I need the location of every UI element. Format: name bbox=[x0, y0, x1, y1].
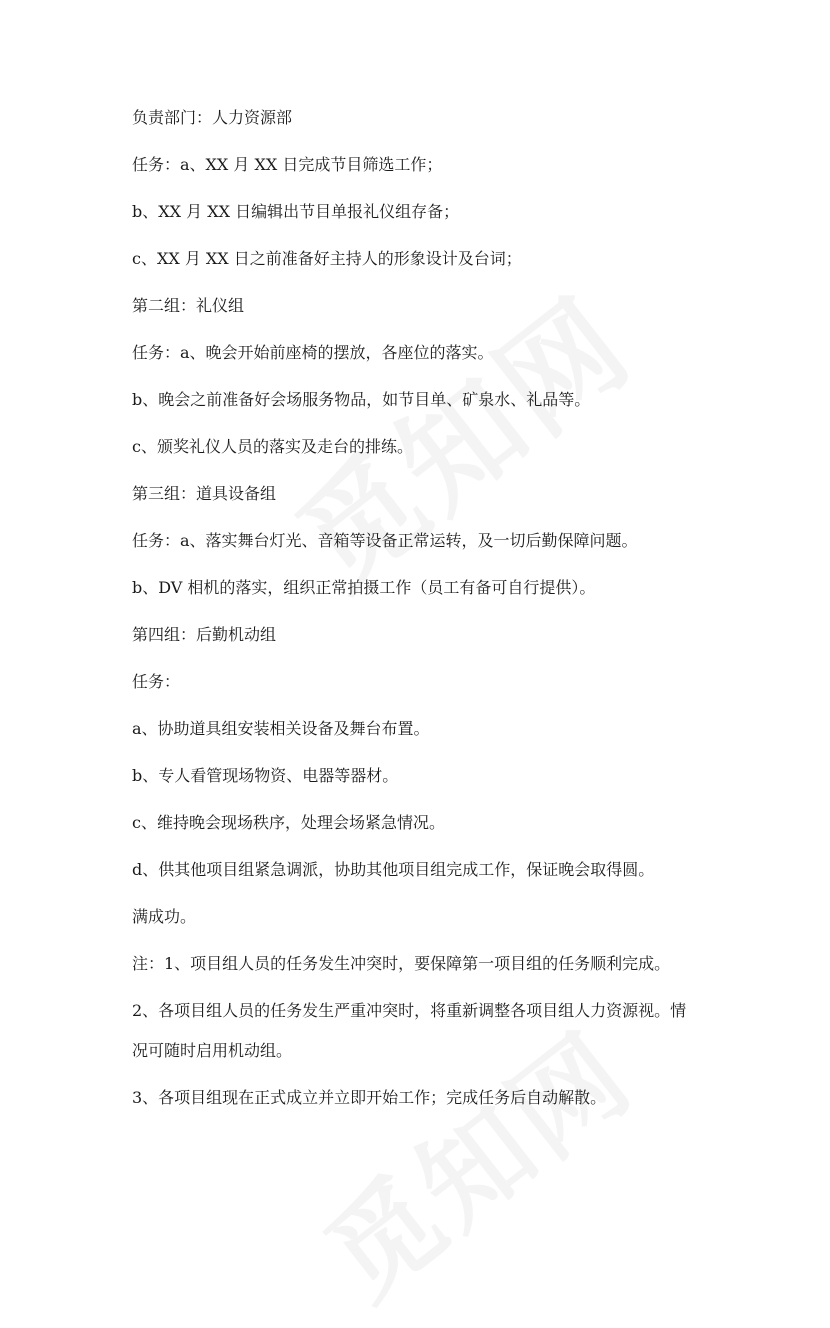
paragraph-logistics-task-c: c、维持晚会现场秩序，处理会场紧急情况。 bbox=[132, 813, 445, 832]
paragraph-note-1: 注：1、项目组人员的任务发生冲突时，要保障第一项目组的任务顺利完成。 bbox=[132, 954, 671, 973]
paragraph-logistics-task-d: d、供其他项目组紧急调派，协助其他项目组完成工作，保证晚会取得圆。 bbox=[132, 860, 655, 879]
paragraph-responsible-dept: 负责部门：人力资源部 bbox=[132, 108, 293, 127]
paragraph-etiquette-task-a: 任务：a、晚会开始前座椅的摆放，各座位的落实。 bbox=[132, 343, 494, 362]
paragraph-note-2-cont: 况可随时启用机动组。 bbox=[132, 1041, 293, 1060]
paragraph-props-task-a: 任务：a、落实舞台灯光、音箱等设备正常运转，及一切后勤保障问题。 bbox=[132, 531, 638, 550]
heading-group-four: 第四组：后勤机动组 bbox=[132, 625, 277, 644]
paragraph-etiquette-task-b: b、晚会之前准备好会场服务物品，如节目单、矿泉水、礼品等。 bbox=[132, 390, 591, 409]
paragraph-logistics-task-b: b、专人看管现场物资、电器等器材。 bbox=[132, 766, 399, 785]
paragraph-task-c: c、XX 月 XX 日之前准备好主持人的形象设计及台词； bbox=[132, 249, 522, 268]
paragraph-logistics-task-label: 任务： bbox=[132, 672, 181, 691]
paragraph-logistics-task-d-cont: 满成功。 bbox=[132, 907, 197, 926]
heading-group-three: 第三组：道具设备组 bbox=[132, 484, 277, 503]
paragraph-note-3: 3、各项目组现在正式成立并立即开始工作；完成任务后自动解散。 bbox=[132, 1088, 607, 1107]
paragraph-task-b: b、XX 月 XX 日编辑出节目单报礼仪组存备； bbox=[132, 202, 460, 221]
paragraph-note-2: 2、各项目组人员的任务发生严重冲突时，将重新调整各项目组人力资源视。情 bbox=[132, 1001, 687, 1020]
heading-group-two: 第二组：礼仪组 bbox=[132, 296, 245, 315]
document-body bbox=[132, 108, 732, 1108]
paragraph-etiquette-task-c: c、颁奖礼仪人员的落实及走台的排练。 bbox=[132, 437, 413, 456]
paragraph-logistics-task-a: a、协助道具组安装相关设备及舞台布置。 bbox=[132, 719, 430, 738]
paragraph-task-a: 任务：a、XX 月 XX 日完成节目筛选工作； bbox=[132, 155, 443, 174]
paragraph-props-task-b: b、DV 相机的落实，组织正常拍摄工作（员工有备可自行提供）。 bbox=[132, 578, 596, 597]
